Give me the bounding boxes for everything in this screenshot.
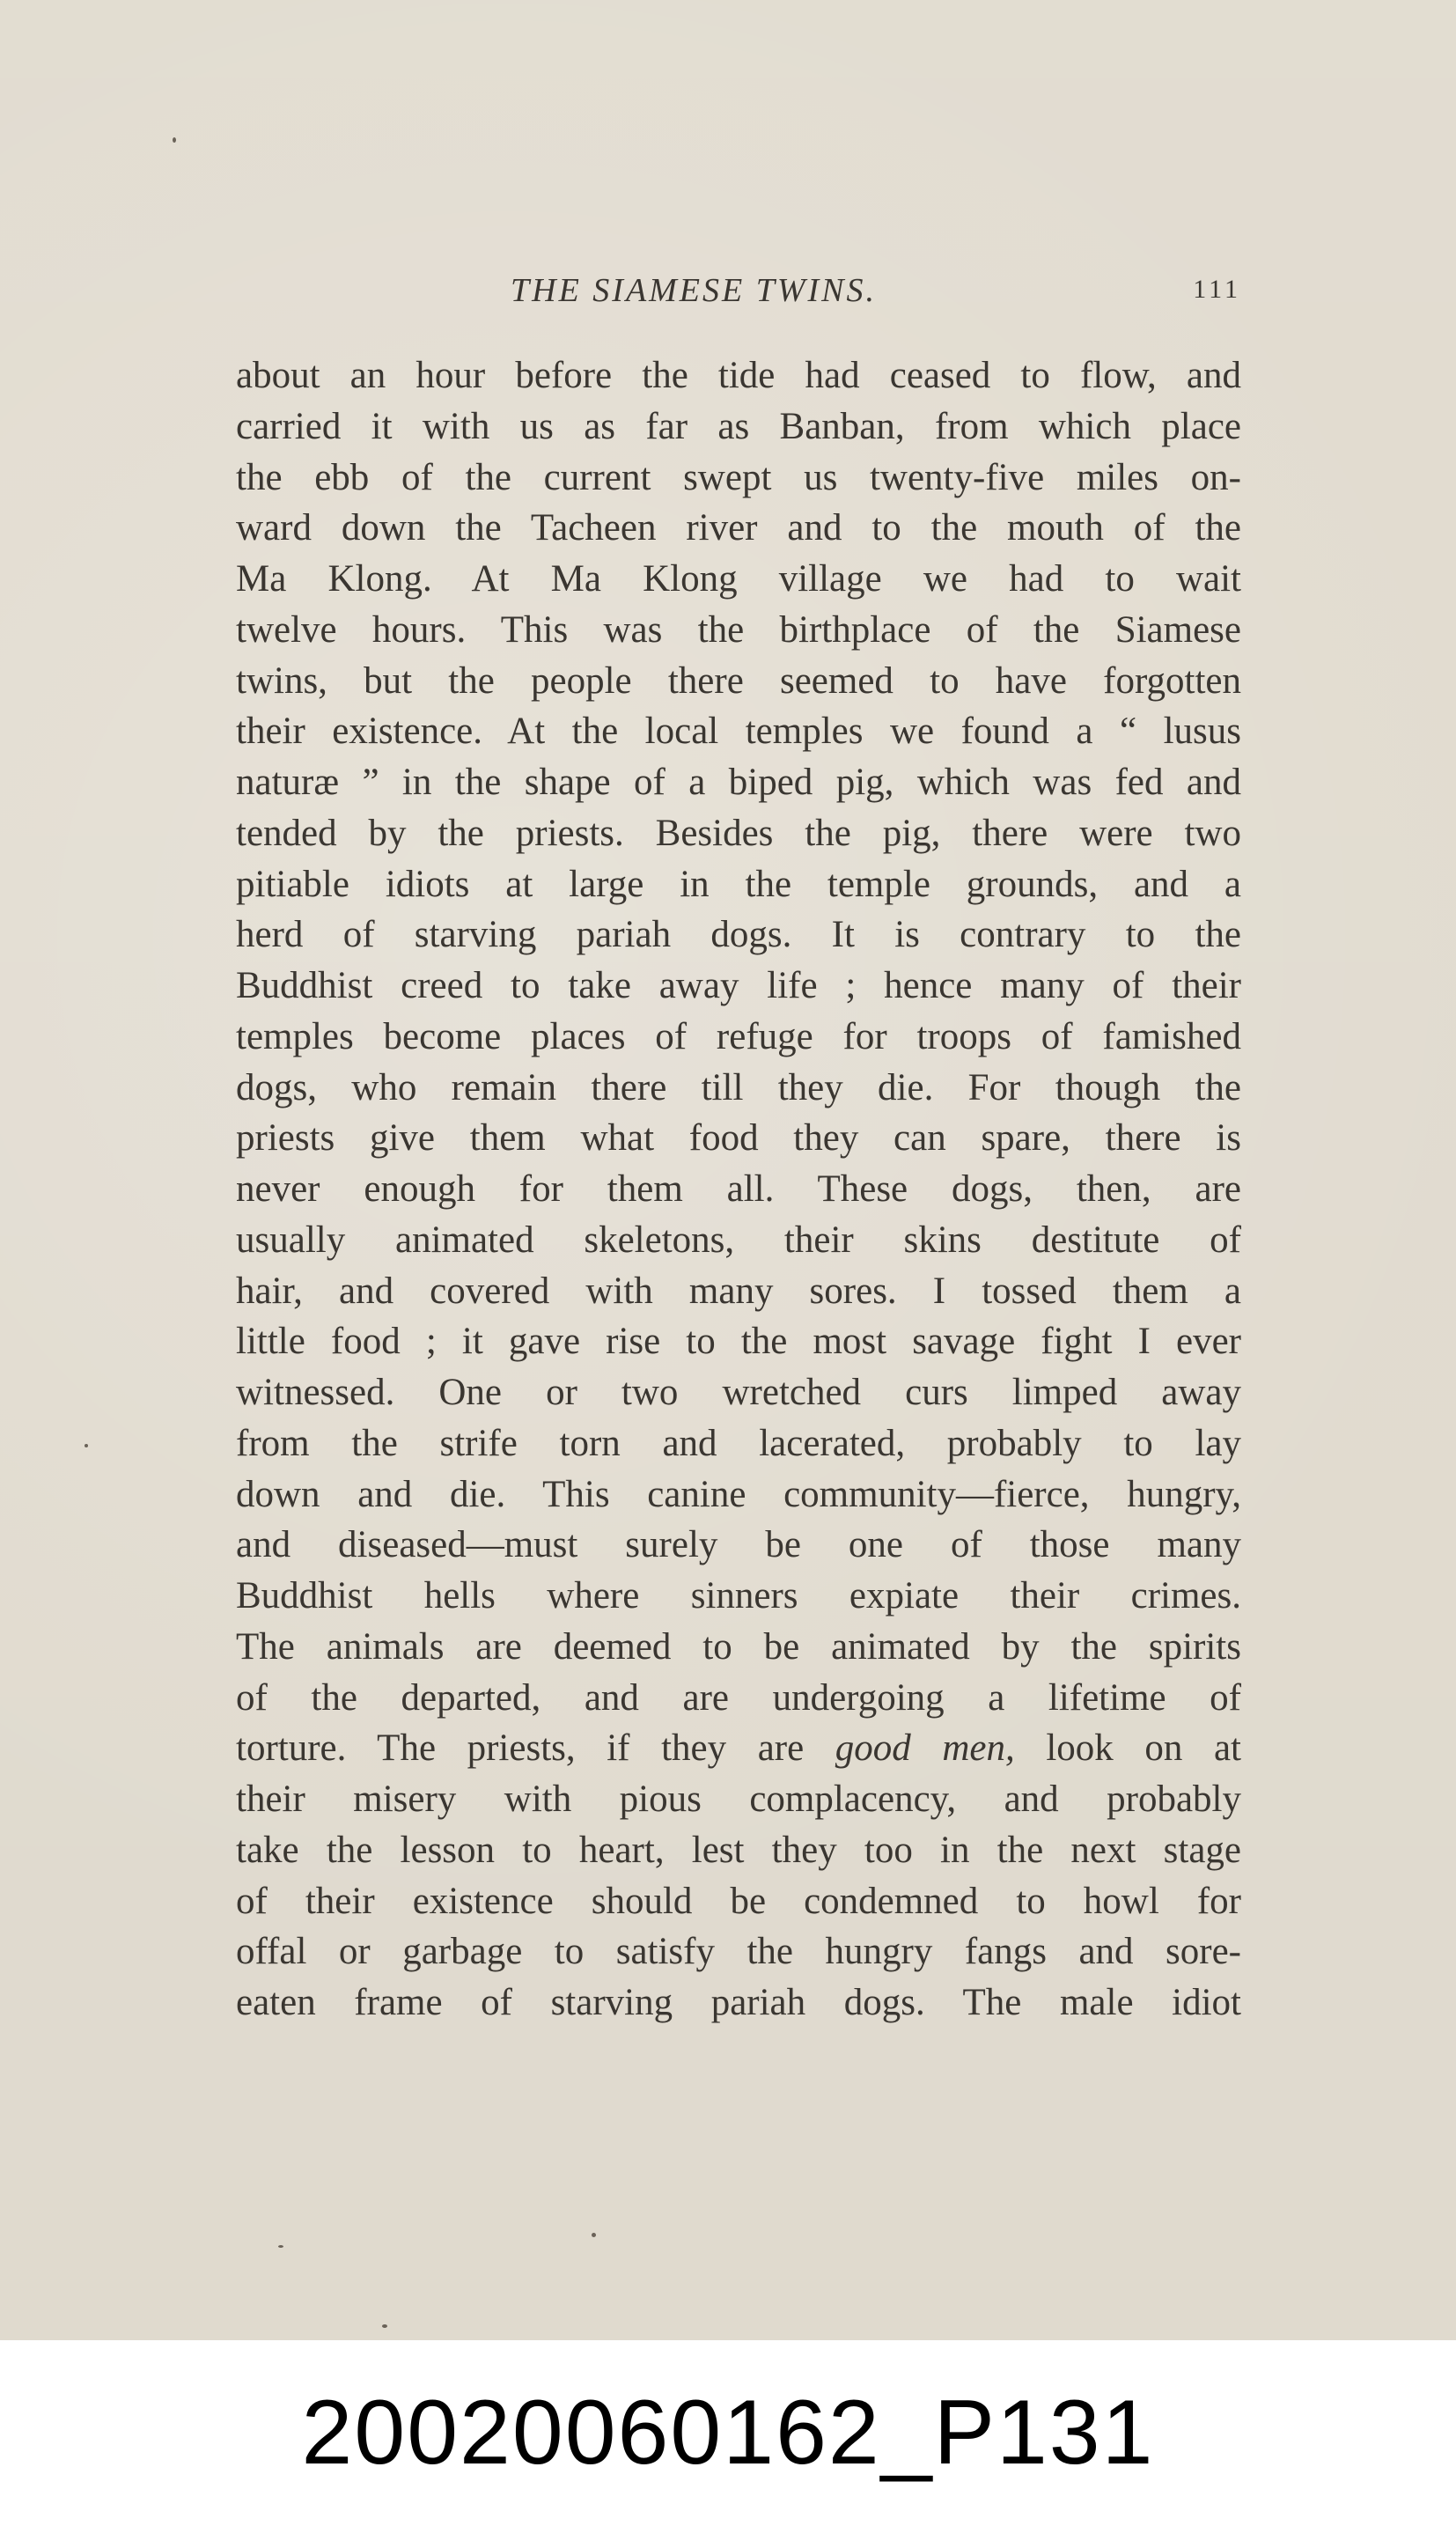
text-line: witnessed. One or two wretched curs limped away xyxy=(236,1372,1241,1413)
text-line: of their existence should be condemned to howl for xyxy=(236,1880,1241,1922)
text-line: priests give them what food they can spare, there is xyxy=(236,1117,1241,1160)
text-line: their misery with pious complacency, and probably xyxy=(236,1778,1241,1820)
text-line: temples become places of refuge for troops of famished xyxy=(236,1015,1241,1057)
text-line: offal or garbage to satisfy the hungry fangs and sore- xyxy=(236,1931,1241,1973)
paper-speck xyxy=(85,1444,88,1447)
text-line: take the lesson to heart, lest they too in the next stage xyxy=(236,1829,1241,1871)
text-line: little food ; it gave rise to the most savage fight I ever xyxy=(236,1321,1241,1363)
text-line: about an hour before the tide had ceased to flow, and xyxy=(236,355,1241,396)
running-head xyxy=(238,269,1241,315)
text-line: dogs, who remain there till they die. For though the xyxy=(236,1066,1241,1108)
paper-speck xyxy=(173,137,176,143)
page-number: 111 xyxy=(1193,275,1241,304)
text-line: of the departed, and are undergoing a lifetime of xyxy=(236,1676,1241,1719)
paper-speck xyxy=(278,2245,283,2248)
text-line: twelve hours. This was the birthplace of the Siamese xyxy=(236,608,1241,651)
catalog-id: 20020060162_P131 xyxy=(301,2382,1155,2484)
text-line: carried it with us as far as Banban, from which place xyxy=(236,405,1241,447)
text-line: eaten frame of starving pariah dogs. The male idiot xyxy=(236,1982,1241,2023)
text-line: ward down the Tacheen river and to the mouth of the xyxy=(236,507,1241,549)
text-line: usually animated skeletons, their skins destitute of xyxy=(236,1219,1241,1261)
text-line: pitiable idiots at large in the temple grounds, and a xyxy=(236,863,1241,905)
paper-speck xyxy=(382,2324,387,2328)
text-line: the ebb of the current swept us twenty-five miles on- xyxy=(236,456,1241,498)
text-line: twins, but the people there seemed to have forgotten xyxy=(236,659,1241,702)
text-line: naturæ ” in the shape of a biped pig, which was fed and xyxy=(236,762,1241,803)
text-line-end: look on at xyxy=(1014,1727,1242,1770)
paper-speck xyxy=(592,2233,596,2237)
text-line: hair, and covered with many sores. I tossed them a xyxy=(236,1270,1241,1312)
text-line: their existence. At the local temples we found a “ lusus xyxy=(236,711,1241,753)
text-line-start: torture. The priests, if they are xyxy=(236,1727,835,1770)
text-line: never enough for them all. These dogs, then, are xyxy=(236,1168,1241,1210)
text-line: and diseased—must surely be one of those many xyxy=(236,1524,1241,1566)
body-text xyxy=(236,350,1241,2029)
text-line: Ma Klong. At Ma Klong village we had to wait xyxy=(236,558,1241,600)
text-line: down and die. This canine community—fierce, hungry, xyxy=(236,1473,1241,1515)
text-line: Buddhist hells where sinners expiate their crimes. xyxy=(236,1575,1241,1616)
text-line: from the strife torn and lacerated, probably to lay xyxy=(236,1422,1241,1464)
text-line: herd of starving pariah dogs. It is contrary to the xyxy=(236,914,1241,956)
text-line-with-italic xyxy=(236,1723,1241,1774)
text-line: tended by the priests. Besides the pig, there were two xyxy=(236,812,1241,854)
text-line: The animals are deemed to be animated by the spirits xyxy=(236,1625,1241,1668)
text-line: Buddhist creed to take away life ; hence many of their xyxy=(236,965,1241,1006)
italic-phrase: good men, xyxy=(835,1727,1015,1770)
running-title: THE SIAMESE TWINS. xyxy=(511,272,878,309)
